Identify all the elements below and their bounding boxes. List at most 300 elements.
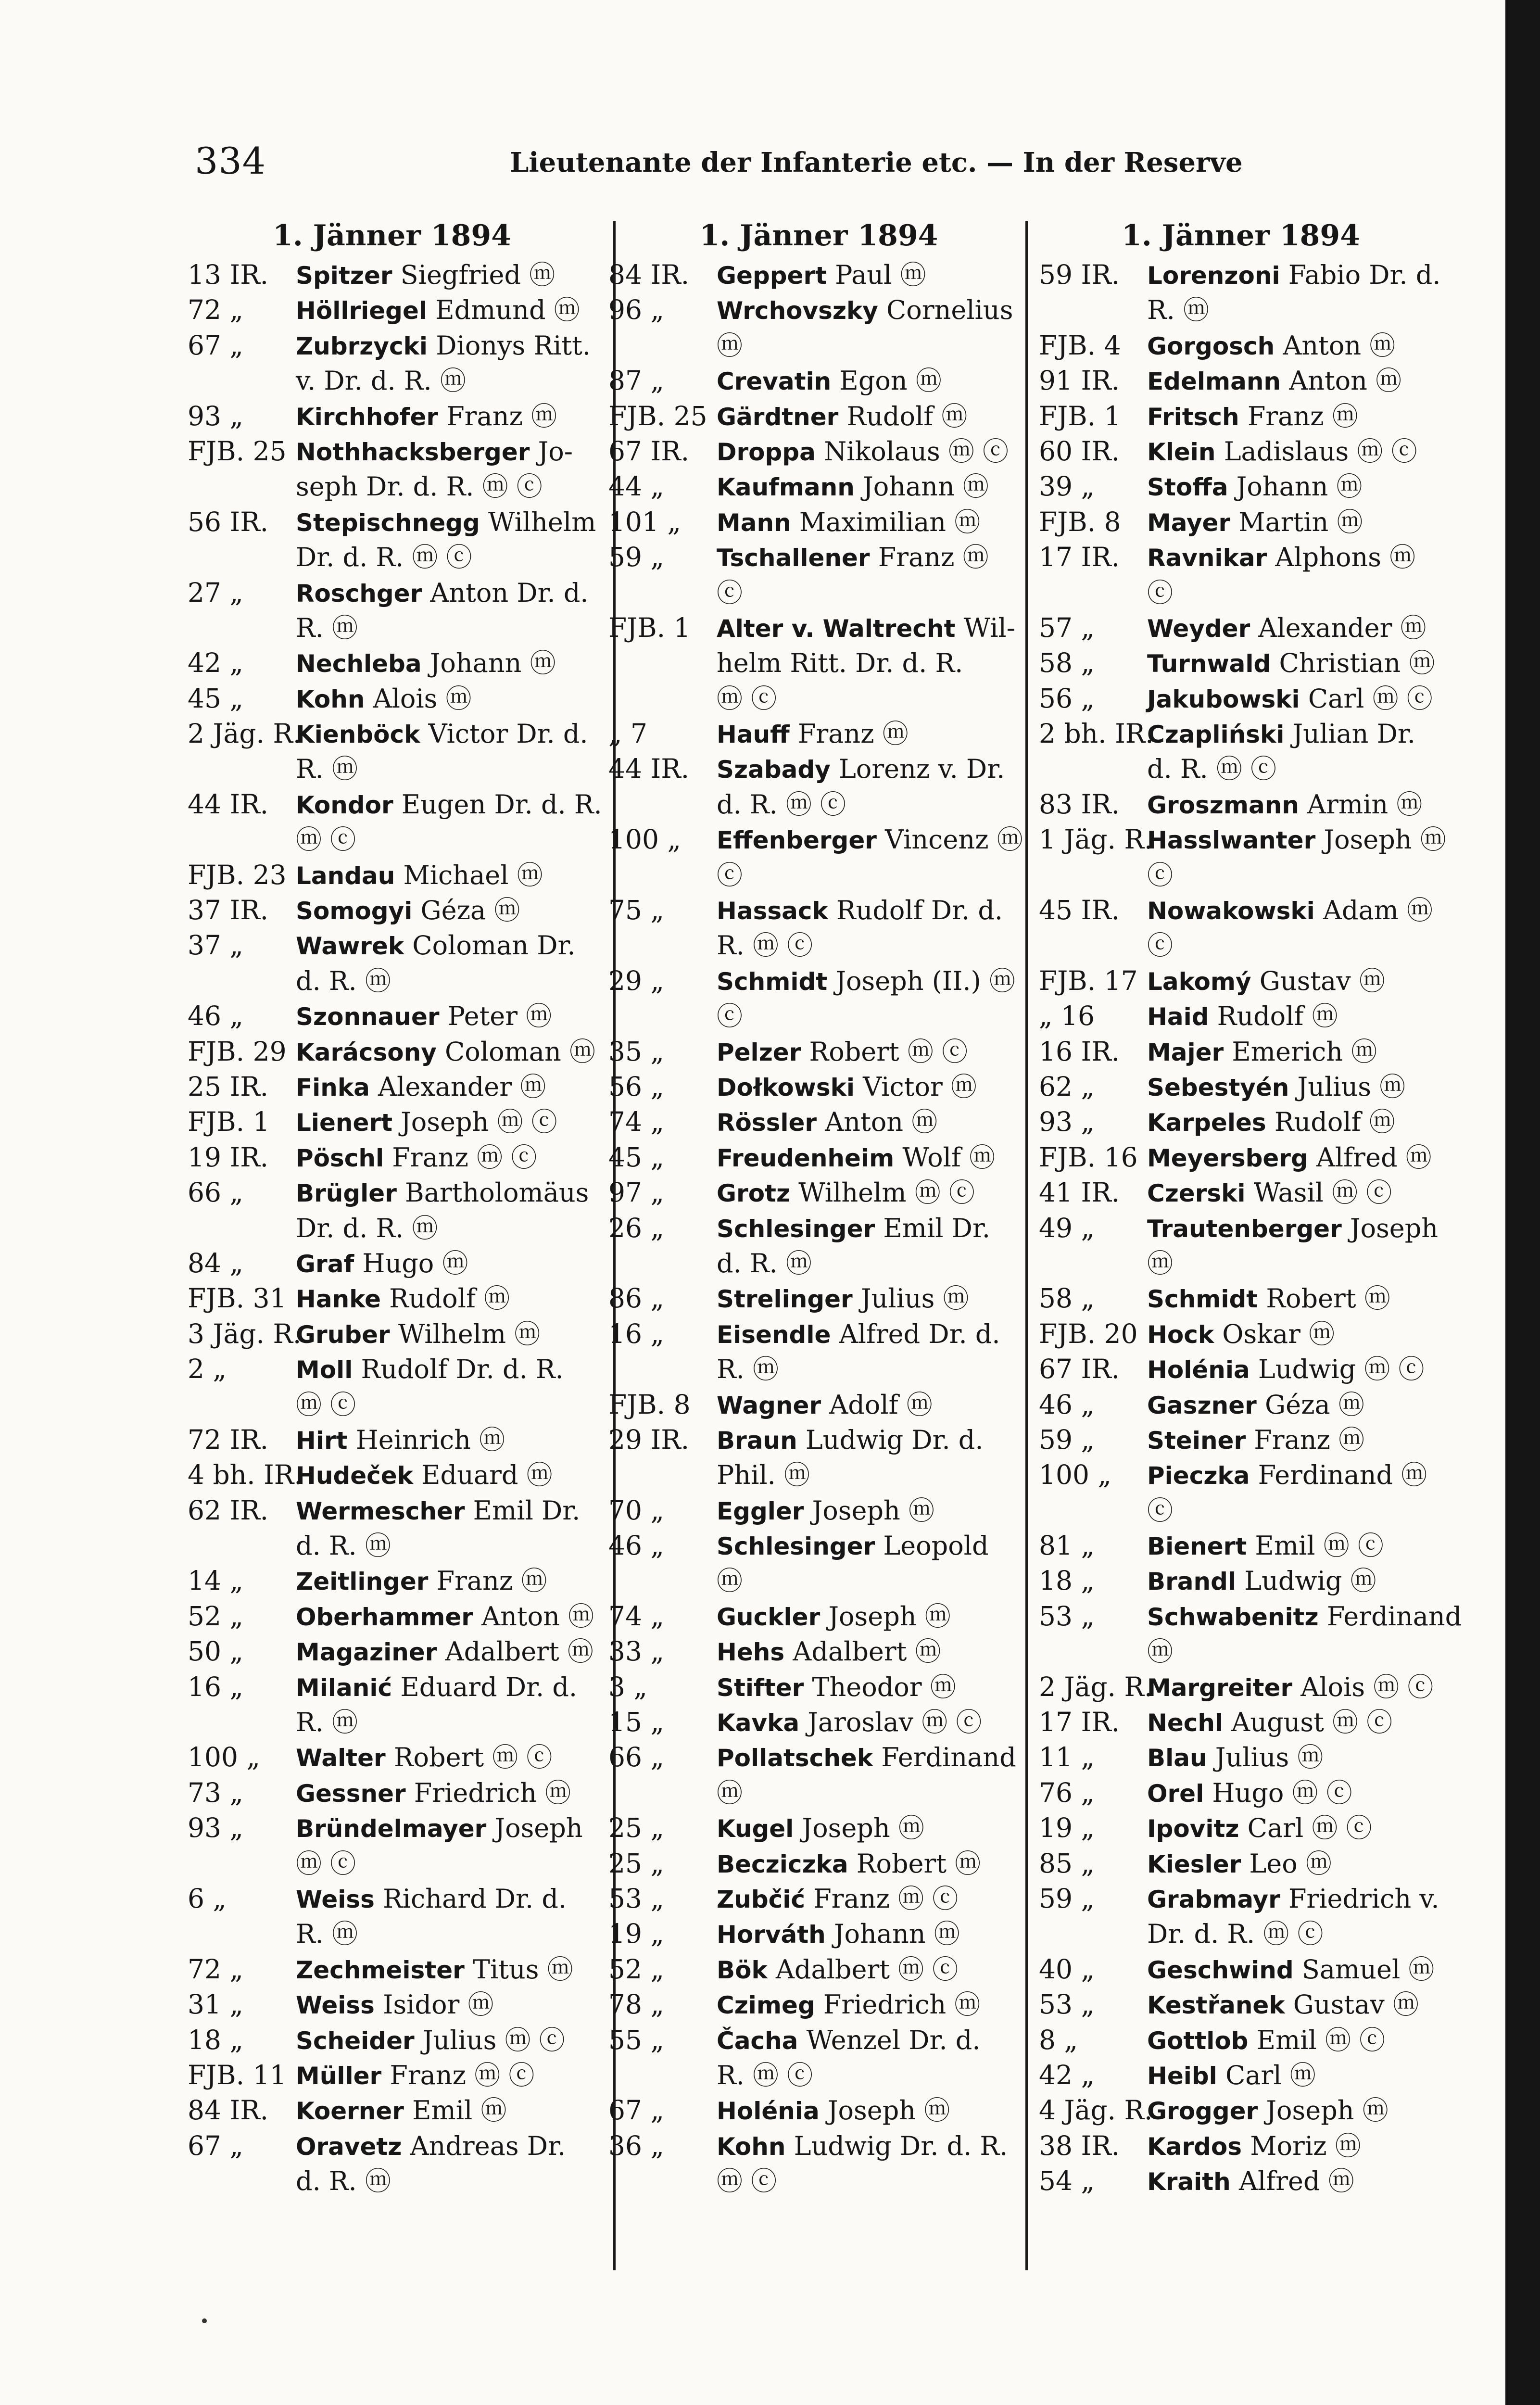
entry-continuation [717, 328, 1029, 363]
entry-name [717, 1846, 1029, 1881]
entry-unit: 59 „ [608, 542, 664, 573]
entry-continuation [296, 540, 602, 575]
entry-unit: 85 „ [1039, 1848, 1095, 1879]
entry-surname: Kardos [1147, 2132, 1242, 2161]
entry-continuation [1147, 1493, 1462, 1528]
entry-details: Friedrich v. [1280, 1883, 1439, 1914]
entry-surname: Ravnikar [1147, 544, 1267, 572]
entry-name [1147, 681, 1462, 716]
entry-name [296, 1104, 602, 1139]
entry-name [1147, 610, 1462, 646]
entry-unit: 42 „ [188, 647, 243, 679]
entry-details: Adalbert ⓜ [784, 1636, 941, 1667]
entry-details: Robert ⓜ ⓒ [801, 1036, 968, 1067]
entry-surname: Wawrek [296, 932, 404, 961]
entry-surname: Oberhammer [296, 1603, 473, 1631]
entry-unit [608, 1775, 717, 1810]
entry-details: August ⓜ ⓒ [1223, 1707, 1393, 1738]
entry-surname: Gärdtner [717, 403, 839, 431]
running-head: Lieutenante der Infanterie etc. — In der Reserve [510, 147, 1243, 178]
entry-unit: 66 „ [608, 1742, 664, 1773]
entry-surname: Kondor [296, 791, 393, 819]
entry-surname: Horváth [717, 1921, 826, 1949]
entry-details: Johann ⓜ [421, 648, 556, 679]
entry-surname: Wrchovszky [717, 297, 878, 325]
entry-unit: FJB. 1 [188, 1106, 270, 1138]
entry-name [1147, 1387, 1462, 1422]
entry-unit: 81 „ [1039, 1530, 1095, 1561]
entry-surname: Höllriegel [296, 297, 428, 325]
entry-surname: Turnwald [1147, 650, 1271, 678]
entry-details: Ludwig Dr. d. R. [785, 2130, 1008, 2161]
entry-details: Carl ⓜ ⓒ [1300, 683, 1433, 714]
entry-details: Jo- [530, 436, 573, 467]
entry-details: Carl ⓜ ⓒ [1239, 1813, 1372, 1844]
entry-surname: Gottlob [1147, 2026, 1249, 2055]
entry-name [1147, 399, 1462, 434]
entry-details: Anton ⓜ [473, 1601, 594, 1632]
entry-surname: Scheider [296, 2026, 415, 2055]
entry-continuation [717, 999, 1029, 1034]
entry-name [1147, 2164, 1462, 2199]
entry-name [717, 399, 1029, 434]
entry-name [717, 1987, 1029, 2022]
entry-surname: Grogger [1147, 2097, 1258, 2126]
entry-name [717, 751, 1029, 786]
entry-name [717, 1881, 1029, 1916]
entry-details: Franz ⓜ [438, 401, 557, 431]
entry-name [1147, 1281, 1462, 1316]
entry-name [296, 1952, 602, 1987]
entry-name [296, 1140, 602, 1175]
entry-details: seph Dr. d. R. ⓜ ⓒ [296, 471, 543, 502]
entry-details: Dr. d. R. ⓜ ⓒ [1147, 1919, 1324, 1949]
entry-unit: 56 IR. [188, 506, 269, 537]
entry-unit: 74 „ [608, 1106, 664, 1138]
entry-surname: Bründelmayer [296, 1815, 487, 1843]
entry-surname: Schmidt [1147, 1285, 1258, 1314]
entry-unit: 16 „ [188, 1671, 243, 1702]
entry-unit: 13 IR. [188, 259, 269, 290]
entry-unit [188, 1387, 296, 1422]
entry-details: Johann ⓜ [1228, 471, 1363, 502]
entry-details: Eduard ⓜ [413, 1460, 553, 1491]
entry-details: helm Ritt. Dr. d. R. [717, 648, 963, 679]
entry-details: Ladislaus ⓜ ⓒ [1215, 436, 1417, 467]
entry-details: Joseph ⓜ [819, 2095, 950, 2126]
entry-unit: 70 „ [608, 1494, 664, 1526]
entry-unit: 37 „ [188, 930, 243, 961]
entry-details: Ludwig ⓜ ⓒ [1250, 1354, 1425, 1385]
entry-unit [1039, 292, 1147, 328]
entry-surname: Hanke [296, 1285, 381, 1314]
entry-surname: Zubčić [717, 1885, 806, 1913]
entry-details: R. ⓜ [717, 1354, 779, 1385]
entry-surname: Kohn [296, 685, 365, 713]
entry-surname: Müller [296, 2062, 382, 2090]
entry-details: R. ⓜ ⓒ [717, 2060, 813, 2090]
entry-name [717, 2093, 1029, 2128]
entry-name [1147, 2058, 1462, 2093]
entry-surname: Zeitlinger [296, 1568, 429, 1596]
entry-name [717, 1069, 1029, 1104]
entry-details: Nikolaus ⓜ ⓒ [815, 436, 1009, 467]
entry-unit: 16 „ [608, 1318, 664, 1349]
entry-surname: Pollatschek [717, 1744, 873, 1772]
entry-unit [188, 1528, 296, 1563]
entry-name [296, 893, 602, 928]
entry-name [717, 893, 1029, 928]
entry-unit: 3 Jäg. R. [188, 1318, 302, 1349]
entry-surname: Bienert [1147, 1532, 1247, 1561]
entry-surname: Klein [1147, 438, 1216, 466]
entry-continuation [1147, 858, 1462, 893]
entry-name [296, 1422, 602, 1457]
entry-unit: 4 Jäg. R. [1039, 2095, 1153, 2126]
entry-continuation [1147, 751, 1462, 786]
entry-details: d. R. ⓜ [296, 2166, 391, 2197]
entry-unit: 35 „ [608, 1036, 664, 1067]
entry-unit: 15 „ [608, 1707, 664, 1738]
entry-unit: 25 IR. [188, 1071, 269, 1102]
entry-unit: 54 „ [1039, 2165, 1095, 2197]
entry-unit: 4 bh. IR. [188, 1459, 303, 1491]
entry-continuation [1147, 928, 1462, 963]
entry-details: ⓒ [1147, 860, 1173, 890]
entry-details: Joseph (II.) ⓜ [827, 965, 1015, 996]
entry-continuation [717, 646, 1029, 681]
entry-unit: FJB. 29 [188, 1036, 287, 1067]
entry-details: R. ⓜ [296, 612, 358, 643]
entry-name [1147, 434, 1462, 469]
entry-surname: Meyersberg [1147, 1144, 1308, 1172]
entry-details: Franz ⓜ [1246, 1424, 1365, 1455]
entry-name [296, 1246, 602, 1281]
entry-unit: 44 IR. [188, 788, 269, 820]
entry-unit [188, 363, 296, 398]
entry-surname: Szonnauer [296, 1003, 440, 1031]
entry-name [296, 257, 602, 292]
entry-name [717, 505, 1029, 540]
entry-surname: Rössler [717, 1109, 817, 1137]
entry-unit [188, 822, 296, 857]
entry-unit [188, 1705, 296, 1740]
entry-details: Vincenz ⓜ [876, 824, 1023, 855]
entry-list [1039, 257, 1462, 2199]
entry-name [717, 363, 1029, 398]
entry-details: Gustav ⓜ [1251, 965, 1385, 996]
entry-details: ⓜ ⓒ [717, 683, 777, 714]
entry-details: Cornelius [878, 295, 1013, 326]
entry-unit: 83 IR. [1039, 788, 1120, 820]
entry-name [296, 1670, 602, 1705]
entry-details: Rudolf ⓜ [381, 1283, 510, 1314]
entry-details: Anton ⓜ [1281, 366, 1402, 396]
entry-surname: Haid [1147, 1003, 1209, 1031]
entry-details: Julius ⓜ [1207, 1742, 1324, 1773]
entry-name [296, 2023, 602, 2058]
entry-details: Hugo ⓜ ⓒ [1204, 1777, 1352, 1808]
entry-name [296, 999, 602, 1034]
entry-unit: 38 IR. [1039, 2130, 1120, 2161]
entry-name [296, 1316, 602, 1352]
entry-details: Anton ⓜ [1275, 330, 1396, 361]
entry-unit [1039, 575, 1147, 610]
entry-name [1147, 1952, 1462, 1987]
entry-details: d. R. ⓜ [296, 965, 391, 996]
entry-name [717, 1211, 1029, 1246]
entry-unit: FJB. 8 [1039, 506, 1121, 537]
column-1 [188, 219, 602, 2268]
entry-details: Oskar ⓜ [1214, 1318, 1335, 1349]
entry-continuation [717, 575, 1029, 610]
entry-name [1147, 893, 1462, 928]
entry-unit: 2 Jäg. R. [1039, 1671, 1153, 1702]
entry-unit: „ 7 [608, 718, 647, 749]
entry-unit: 16 IR. [1039, 1036, 1120, 1067]
entry-unit: 19 IR. [188, 1141, 269, 1173]
entry-name [1147, 540, 1462, 575]
entry-name [296, 1881, 602, 1916]
entry-unit: 67 „ [188, 2130, 243, 2161]
entry-details: Theodor ⓜ [804, 1671, 956, 1702]
entry-details: Adam ⓜ [1314, 895, 1433, 926]
entry-name [717, 1634, 1029, 1669]
entry-unit: 46 „ [188, 1000, 243, 1032]
entry-unit: 3 „ [608, 1671, 647, 1702]
entry-unit: 45 IR. [1039, 895, 1120, 926]
entry-details: Johann ⓜ [825, 1919, 960, 1949]
entry-surname: Gessner [296, 1779, 406, 1808]
entry-name [717, 1104, 1029, 1139]
entry-unit: 67 IR. [608, 435, 690, 467]
entry-details: Emerich ⓜ [1224, 1036, 1377, 1067]
entry-details: Julius ⓜ ⓒ [414, 2025, 565, 2055]
entry-surname: Pöschl [296, 1144, 384, 1172]
entry-details: ⓒ [1147, 577, 1173, 608]
column-heading: 1. Jänner 1894 [1122, 219, 1360, 253]
entry-unit: 100 „ [608, 824, 681, 855]
entry-details: R. ⓜ [1147, 295, 1209, 326]
entry-surname: Szabady [717, 756, 831, 784]
entry-surname: Blau [1147, 1744, 1207, 1772]
entry-unit: „ 16 [1039, 1000, 1095, 1032]
entry-continuation [1147, 1246, 1462, 1281]
entry-unit [608, 681, 717, 716]
entry-unit: 91 IR. [1039, 365, 1120, 396]
entry-details: ⓜ ⓒ [296, 1848, 356, 1879]
entry-name [717, 822, 1029, 857]
entry-unit: 50 „ [188, 1636, 243, 1667]
entry-unit: 33 „ [608, 1636, 664, 1667]
entry-surname: Nechl [1147, 1709, 1224, 1737]
entry-details: Ludwig Dr. d. [797, 1424, 984, 1455]
entry-continuation [717, 787, 1029, 822]
entry-unit: 19 „ [1039, 1812, 1095, 1844]
entry-continuation [296, 822, 602, 857]
entry-details: Géza ⓜ [412, 895, 520, 926]
entry-continuation [717, 1775, 1029, 1810]
entry-name [717, 1175, 1029, 1210]
entry-details: Ferdinand [1318, 1601, 1462, 1632]
entry-details: ⓜ ⓒ [296, 1389, 356, 1420]
entry-details: Rudolf ⓜ [1209, 1001, 1338, 1032]
entry-continuation [1147, 1916, 1462, 1951]
entry-unit: 93 „ [1039, 1106, 1095, 1138]
entry-details: Franz ⓜ ⓒ [384, 1142, 537, 1173]
entry-details: Richard Dr. d. [374, 1883, 567, 1914]
entry-surname: Freudenheim [717, 1144, 895, 1172]
entry-unit: 31 „ [188, 1989, 243, 2020]
entry-details: Ferdinand ⓜ [1250, 1460, 1427, 1491]
entry-details: Moriz ⓜ [1242, 2130, 1361, 2161]
entry-details: Carl ⓜ [1217, 2060, 1316, 2090]
entry-details: Rudolf Dr. d. [828, 895, 1003, 926]
entry-surname: Heibl [1147, 2062, 1217, 2090]
entry-unit: FJB. 4 [1039, 329, 1121, 361]
entry-unit: 2 bh. IR. [1039, 718, 1154, 749]
entry-surname: Guckler [717, 1603, 820, 1631]
entry-details: Julian Dr. [1284, 719, 1415, 749]
entry-surname: Holénia [1147, 1356, 1250, 1384]
entry-continuation [717, 928, 1029, 963]
entry-unit [608, 328, 717, 363]
entry-name [296, 1599, 602, 1634]
entry-surname: Stepischnegg [296, 508, 480, 537]
entry-surname: Margreiter [1147, 1673, 1293, 1702]
entry-details: Emil ⓜ [404, 2095, 507, 2126]
entry-details: Franz ⓜ [428, 1566, 547, 1596]
entry-surname: Holénia [717, 2097, 820, 2126]
entry-details: Julius ⓜ [1289, 1071, 1406, 1102]
entry-name [1147, 787, 1462, 822]
entry-details: Joseph ⓜ ⓒ [392, 1107, 557, 1138]
entry-unit: 86 „ [608, 1283, 664, 1314]
entry-details: Christian ⓜ [1271, 648, 1435, 679]
entry-details: Isidor ⓜ [374, 1989, 494, 2020]
entry-unit [188, 610, 296, 646]
entry-surname: Czimeg [717, 1991, 815, 2020]
entry-surname: Alter v. Waltrecht [717, 614, 956, 643]
entry-surname: Mann [717, 508, 791, 537]
entry-unit: 62 IR. [188, 1494, 269, 1526]
entry-unit: 66 „ [188, 1177, 243, 1208]
entry-surname: Schlesinger [717, 1215, 875, 1243]
entry-details: Maximilian ⓜ [791, 506, 981, 537]
entry-continuation [296, 963, 602, 999]
entry-name [1147, 1316, 1462, 1352]
entry-unit: 19 „ [608, 1918, 664, 1949]
entry-surname: Kavka [717, 1709, 800, 1737]
entry-name [717, 1670, 1029, 1705]
entry-surname: Kestřanek [1147, 1991, 1285, 2020]
entry-name [296, 1175, 602, 1210]
entry-details: Edmund ⓜ [427, 295, 580, 326]
entry-details: Andreas Dr. [402, 2130, 566, 2161]
entry-surname: Moll [296, 1356, 353, 1384]
entry-unit: 29 „ [608, 965, 664, 996]
entry-unit: 60 IR. [1039, 435, 1120, 467]
entry-unit: 45 „ [608, 1141, 664, 1173]
entry-details: d. R. ⓜ [717, 1248, 812, 1278]
entry-unit: 59 „ [1039, 1424, 1095, 1455]
entry-unit: FJB. 25 [188, 435, 287, 467]
entry-surname: Dołkowski [717, 1073, 855, 1101]
entry-surname: Orel [1147, 1779, 1204, 1808]
entry-details: d. R. ⓜ ⓒ [1147, 754, 1277, 785]
entry-continuation [296, 1387, 602, 1422]
entry-name [296, 1563, 602, 1598]
entry-surname: Nechleba [296, 650, 422, 678]
entry-continuation [296, 610, 602, 646]
entry-unit: 53 „ [1039, 1600, 1095, 1632]
entry-details: Wilhelm [480, 506, 596, 537]
entry-unit: 53 „ [1039, 1989, 1095, 2020]
entry-surname: Karpeles [1147, 1109, 1266, 1137]
entry-details: d. R. ⓜ ⓒ [717, 789, 846, 820]
entry-unit: 18 „ [1039, 1565, 1095, 1596]
entry-surname: Kugel [717, 1815, 794, 1843]
entry-surname: Magaziner [296, 1638, 437, 1667]
entry-surname: Eisendle [717, 1320, 831, 1349]
entry-details: ⓜ [717, 330, 743, 361]
entry-unit: 101 „ [608, 506, 681, 537]
entry-details: R. ⓜ [296, 1707, 358, 1738]
entry-details: Adalbert ⓜ ⓒ [767, 1954, 959, 1985]
entry-surname: Schwabenitz [1147, 1603, 1319, 1631]
entry-surname: Sebestyén [1147, 1073, 1289, 1101]
entry-unit: FJB. 23 [188, 859, 287, 890]
entry-unit [188, 1846, 296, 1881]
entry-name [717, 1599, 1029, 1634]
entry-surname: Gruber [296, 1320, 390, 1349]
entry-unit [188, 1211, 296, 1246]
entry-unit: 44 „ [608, 471, 664, 502]
entry-details: Wilhelm ⓜ [390, 1318, 541, 1349]
entry-name [1147, 505, 1462, 540]
entry-surname: Becziczka [717, 1850, 848, 1878]
entry-details: Wasil ⓜ ⓒ [1245, 1177, 1392, 1208]
entry-unit: 67 „ [188, 329, 243, 361]
entry-details: Rudolf ⓜ [1266, 1107, 1395, 1138]
entry-name [1147, 1881, 1462, 1916]
entry-name [1147, 1740, 1462, 1775]
entry-details: Robert ⓜ ⓒ [385, 1742, 553, 1773]
entry-unit: 36 „ [608, 2130, 664, 2161]
entry-details: ⓒ [717, 860, 743, 890]
entry-unit: 58 „ [1039, 647, 1095, 679]
entry-name [296, 2058, 602, 2093]
entry-surname: Kohn [717, 2132, 786, 2161]
entry-unit: 72 „ [188, 294, 243, 326]
entry-surname: Czerski [1147, 1179, 1246, 1208]
entry-surname: Wermescher [296, 1497, 465, 1525]
entry-unit: 58 „ [1039, 1283, 1095, 1314]
entry-unit: 6 „ [188, 1883, 227, 1914]
entry-continuation [717, 1457, 1029, 1493]
entry-name [1147, 716, 1462, 751]
entry-name [1147, 1457, 1462, 1493]
entry-details: Franz ⓜ [789, 719, 909, 749]
entry-details: Hugo ⓜ [354, 1248, 468, 1278]
entry-details: Joseph [486, 1813, 583, 1844]
entry-unit: 25 „ [608, 1812, 664, 1844]
entry-unit: FJB. 31 [188, 1283, 287, 1314]
entry-unit [1039, 858, 1147, 893]
entry-surname: Crevatin [717, 367, 832, 396]
entry-unit: 52 „ [608, 1953, 664, 1985]
column-heading: 1. Jänner 1894 [273, 219, 511, 253]
